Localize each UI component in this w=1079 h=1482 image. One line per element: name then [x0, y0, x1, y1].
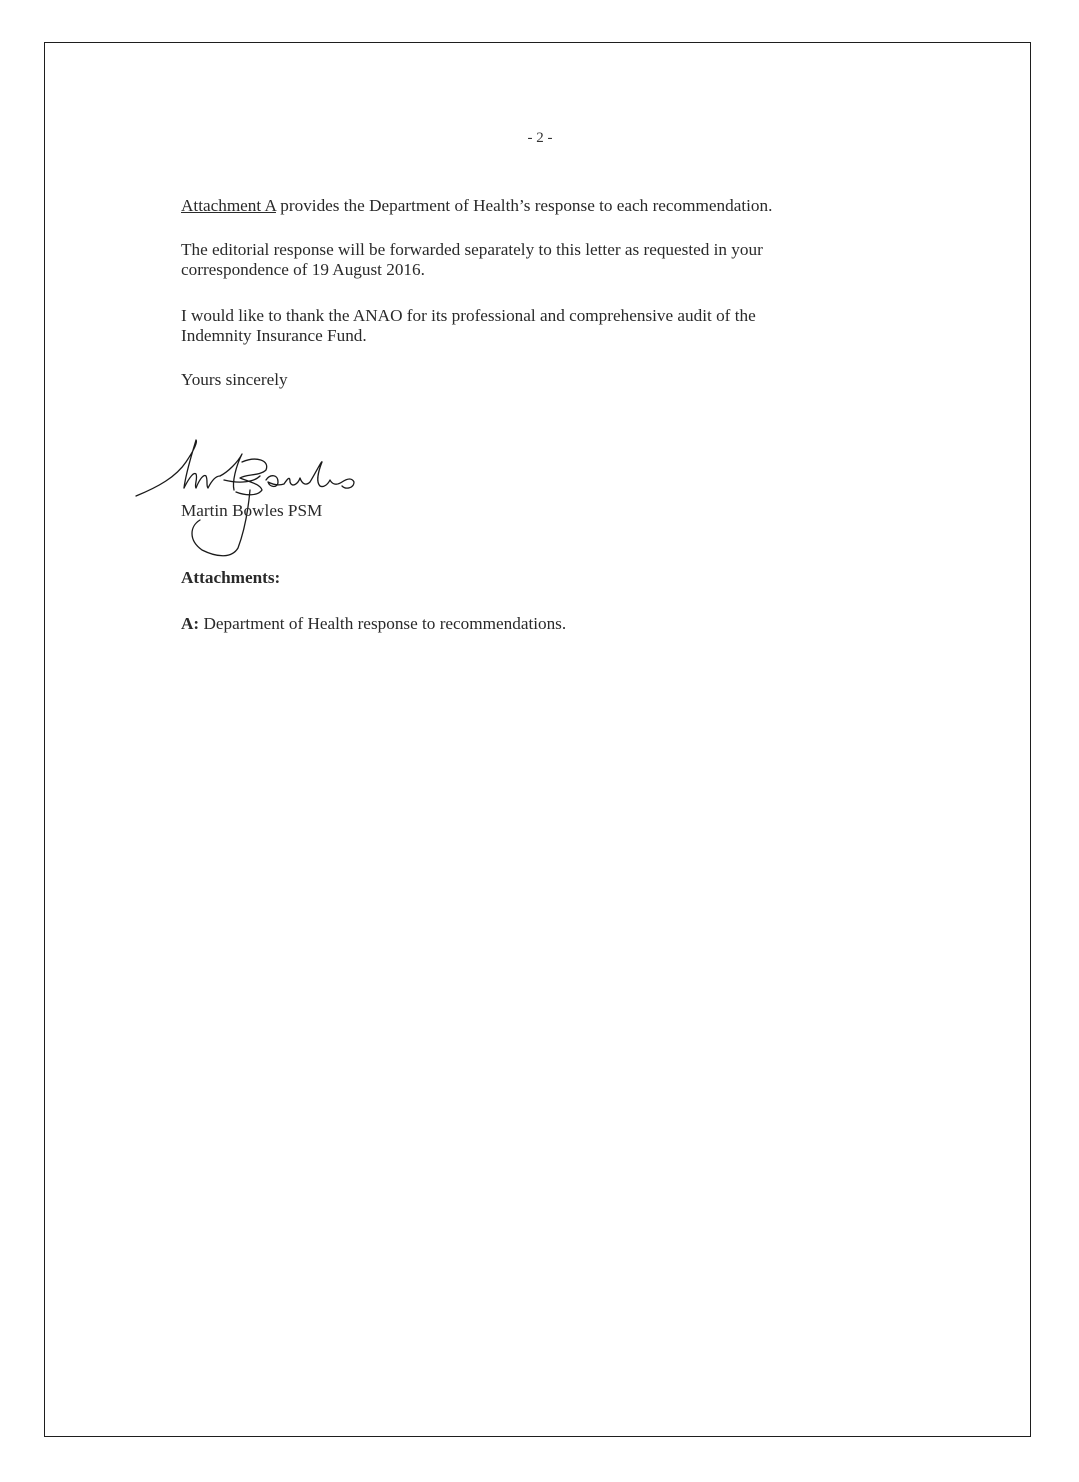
attachments-heading: Attachments: [181, 568, 281, 587]
paragraph-line: I would like to thank the ANAO for its professional and comprehensive audit of the [181, 306, 756, 325]
paragraph-line: Indemnity Insurance Fund. [181, 326, 367, 345]
paragraph-line: The editorial response will be forwarded separately to this letter as requested in your [181, 240, 763, 259]
attachment-a-link[interactable]: Attachment A [181, 196, 276, 215]
paragraph-attachment-a [181, 196, 861, 216]
attachment-a-text: provides the Department of Health’s response to each recommendation. [276, 196, 773, 215]
page-number: - 2 - [527, 130, 553, 146]
attachment-description: Department of Health response to recommendations. [199, 614, 567, 633]
attachment-list-item [181, 614, 861, 634]
handwritten-signature [128, 432, 388, 562]
paragraph-editorial-response [181, 240, 861, 280]
attachment-label: A: [181, 614, 200, 633]
closing: Yours sincerely [181, 370, 288, 389]
paragraph-thanks [181, 306, 861, 346]
signatory-name: Martin Bowles PSM [181, 501, 323, 520]
paragraph-line: correspondence of 19 August 2016. [181, 260, 425, 279]
